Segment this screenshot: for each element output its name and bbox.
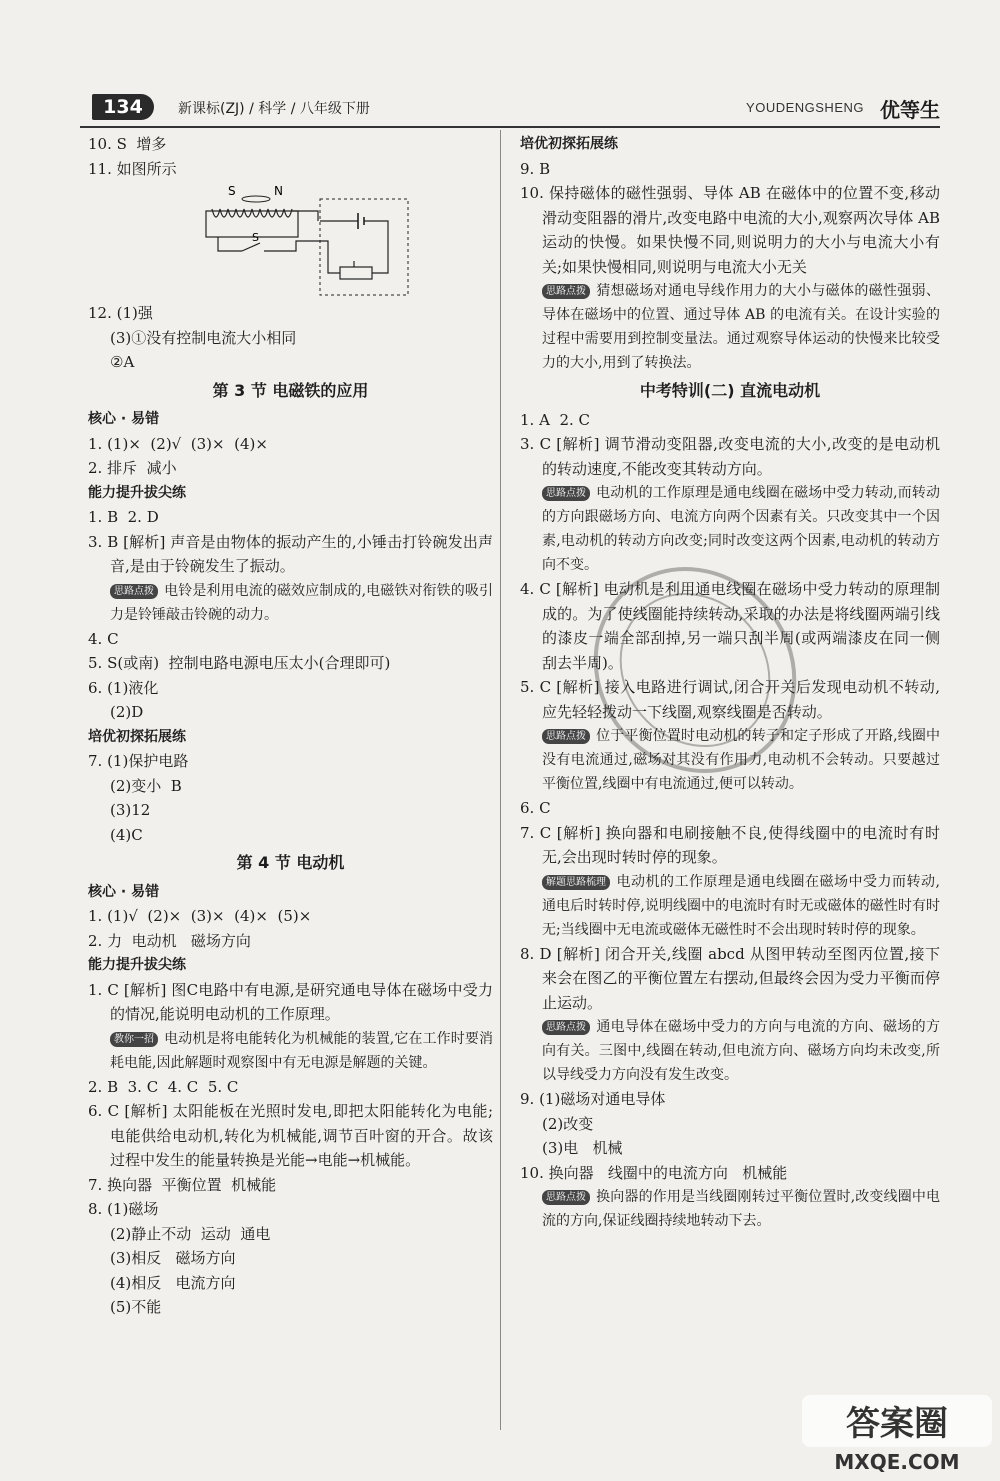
page-header bbox=[80, 92, 940, 124]
sec3-extend-heading: 培优初探拓展练 bbox=[88, 728, 186, 745]
battery-icon bbox=[358, 213, 364, 229]
sec4-ability-2: 2. B 3. C 4. C 5. C bbox=[88, 1077, 239, 1096]
tip-tag: 教你一招 bbox=[110, 1032, 158, 1047]
sec3-extend-7-2: (2)变小 B bbox=[110, 776, 182, 795]
watermark-url: MXQE.COM bbox=[834, 1450, 960, 1474]
sec4-ability-8-5: (5)不能 bbox=[110, 1298, 162, 1316]
dashed-box bbox=[320, 199, 408, 295]
r10-tip bbox=[520, 279, 940, 375]
question-6: 6. C bbox=[520, 799, 551, 817]
question-3: 3. C [解析] 调节滑动变阻器,改变电流的大小,改变的是电动机的转动速度,不能改变其转动方向。 bbox=[520, 435, 940, 478]
sec4-tip bbox=[88, 1027, 493, 1075]
sec4-ability-6: 6. C [解析] 太阳能板在光照时发电,即把太阳能转化为电能;电能供给电动机,转化为机械能,调节百叶窗的开合。故该过程中发生的能量转换是光能→电能→机械能。 bbox=[88, 1102, 493, 1169]
right-answer-10: 10. 保持磁体的磁性强弱、导体 AB 在磁体中的位置不变,移动滑动变阻器的滑片,改变电路中电流的大小,观察两次导体 AB 运动的快慢。如果快慢不同,则说明力的大小与电流大小有关;如果快慢相同,则说明与电流大小无关 bbox=[520, 184, 940, 276]
sec3-ability-5: 5. S(或南) 控制电路电源电压太小(合理即可) bbox=[88, 654, 391, 672]
sec4-ability-8-4: (4)相反 电流方向 bbox=[110, 1273, 236, 1292]
brand-chinese: 优等生 bbox=[880, 98, 940, 122]
sec3-ability-1: 1. B 2. D bbox=[88, 508, 159, 526]
tip-tag: 解题思路梳理 bbox=[542, 875, 610, 890]
label-switch: S bbox=[252, 231, 259, 244]
header-rule bbox=[80, 126, 940, 128]
left-column bbox=[88, 132, 493, 1320]
coil bbox=[212, 209, 292, 217]
tip-text: 电动机的工作原理是通电线圈在磁场中受力转动,而转动的方向跟磁场方向、电流方向两个因素有关。只改变其中一个因素,电动机的转动方向改变;同时改变这两个因素,电动机的转动方向不变。 bbox=[542, 485, 940, 573]
answer-12-1: 12. (1)强 bbox=[88, 304, 153, 322]
sec4-ability-1: 1. C [解析] 图C电路中有电源,是研究通电导体在磁场中受力的情况,能说明电动机的工作原理。 bbox=[88, 980, 493, 1023]
sec3-ability-6-2: (2)D bbox=[110, 703, 144, 721]
question-9-3: (3)电 机械 bbox=[542, 1139, 623, 1157]
switch-lever bbox=[242, 243, 260, 251]
tip-tag: 思路点拨 bbox=[542, 486, 590, 501]
answer-12-3b: ②A bbox=[110, 353, 135, 371]
circuit-svg bbox=[88, 181, 418, 301]
compass-needle-icon bbox=[242, 196, 270, 202]
section-4-title: 第 4 节 电动机 bbox=[236, 853, 345, 872]
label-s: S bbox=[228, 184, 236, 198]
tip-text: 位于平衡位置时电动机的转子和定子形成了开路,线圈中没有电流通过,磁场对其没有作用力,电动机不会转动。只要越过平衡位置,线圈中有电流通过,便可以转动。 bbox=[542, 728, 940, 792]
question-5: 5. C [解析] 接入电路进行调试,闭合开关后发现电动机不转动,应先轻轻拨动一下线圈,观察线圈是否转动。 bbox=[520, 678, 940, 721]
tip-tag: 思路点拨 bbox=[542, 1190, 590, 1205]
q8-tip bbox=[520, 1015, 940, 1087]
sec4-ability-8-1: 8. (1)磁场 bbox=[88, 1200, 159, 1218]
sec4-ability-8-3: (3)相反 磁场方向 bbox=[110, 1249, 236, 1267]
question-9-2: (2)改变 bbox=[542, 1114, 594, 1133]
label-n: N bbox=[274, 184, 283, 198]
tip-tag: 思路点拨 bbox=[542, 1020, 590, 1035]
electromagnet-circuit-diagram bbox=[88, 181, 493, 301]
answer-12-3: (3)①没有控制电流大小相同 bbox=[110, 328, 297, 347]
right-answer-9: 9. B bbox=[520, 159, 551, 178]
sec3-ability-heading: 能力提升拔尖练 bbox=[88, 484, 186, 501]
question-10: 10. 换向器 线圈中的电流方向 机械能 bbox=[520, 1163, 788, 1182]
sec4-core-1: 1. (1)√ (2)× (3)× (4)× (5)× bbox=[88, 907, 312, 925]
tip-text: 猜想磁场对通电导线作用力的大小与磁体的磁性强弱、导体在磁场中的位置、通过导体 AB 的电流有关。在设计实验的过程中需要用到控制变量法。通过观察导体运动的快慢来比较受力的大小,用到了转换法。 bbox=[542, 283, 940, 371]
tip-tag: 思路点拨 bbox=[110, 584, 158, 599]
sec3-core-1: 1. (1)× (2)√ (3)× (4)× bbox=[88, 434, 268, 453]
sec3-extend-7-4: (4)C bbox=[110, 825, 143, 844]
sec3-ability-3: 3. B [解析] 声音是由物体的振动产生的,小锤击打铃碗发出声音,是由于铃碗发生了振动。 bbox=[88, 532, 493, 575]
tip-text: 电铃是利用电流的磁效应制成的,电磁铁对衔铁的吸引力是铃锤敲击铃碗的动力。 bbox=[110, 582, 493, 623]
question-1: 1. A 2. C bbox=[520, 410, 591, 429]
tip-text: 通电导体在磁场中受力的方向与电流的方向、磁场的方向有关。三图中,线圈在转动,但电流方向、磁场方向均未改变,所以导线受力方向没有发生改变。 bbox=[542, 1019, 940, 1083]
tip-text: 电动机是将电能转化为机械能的装置,它在工作时要消耗电能,因此解题时观察图中有无电源是解题的关键。 bbox=[110, 1030, 493, 1071]
sec4-ability-heading: 能力提升拔尖练 bbox=[88, 957, 186, 973]
extend-heading: 培优初探拓展练 bbox=[520, 136, 618, 152]
page-number: 134 bbox=[92, 94, 154, 120]
sec3-extend-7-1: 7. (1)保护电路 bbox=[88, 752, 189, 770]
tip-text: 换向器的作用是当线圈刚转过平衡位置时,改变线圈中电流的方向,保证线圈持续地转动下去。 bbox=[542, 1189, 940, 1229]
sec3-core-2: 2. 排斥 减小 bbox=[88, 459, 177, 477]
special-training-title: 中考特训(二) 直流电动机 bbox=[639, 381, 821, 400]
q7-tip bbox=[520, 870, 940, 942]
sec4-ability-7: 7. 换向器 平衡位置 机械能 bbox=[88, 1175, 277, 1194]
rheostat-icon bbox=[340, 267, 372, 279]
question-4: 4. C [解析] 电动机是利用通电线圈在磁场中受力转动的原理制成的。为了使线圈能持续转动,采取的办法是将线圈两端引线的漆皮一端全部刮掉,另一端只刮半周(或两端漆皮在同一侧刮去半周)。 bbox=[520, 580, 940, 672]
question-8: 8. D [解析] 闭合开关,线圈 abcd 从图甲转动至图丙位置,接下来会在图乙的平衡位置左右摆动,但最终会因为受力平衡而停止运动。 bbox=[520, 944, 940, 1012]
tip-tag: 思路点拨 bbox=[542, 284, 590, 299]
answer-11: 11. 如图所示 bbox=[88, 159, 177, 178]
tip-text: 电动机的工作原理是通电线圈在磁场中受力而转动,通电后时转时停,说明线圈中的电流时有时无或磁体的磁性时有时无;当线圈中无电流或磁体无磁性时不会出现时转时停的现象。 bbox=[542, 873, 940, 938]
sec4-core-heading: 核心 · 易错 bbox=[88, 883, 160, 900]
sec3-tip bbox=[88, 579, 493, 627]
column-divider bbox=[500, 130, 501, 1430]
sec3-core-heading: 核心 · 易错 bbox=[88, 411, 160, 427]
answer-10: 10. S 增多 bbox=[88, 135, 167, 153]
sec3-ability-4: 4. C bbox=[88, 629, 119, 648]
sec4-ability-8-2: (2)静止不动 运动 通电 bbox=[110, 1224, 271, 1243]
q10-tip bbox=[520, 1185, 940, 1233]
tip-tag: 思路点拨 bbox=[542, 729, 590, 744]
question-9-1: 9. (1)磁场对通电导体 bbox=[520, 1090, 666, 1108]
sec4-core-2: 2. 力 电动机 磁场方向 bbox=[88, 931, 251, 950]
brand-english: YOUDENGSHENG bbox=[746, 100, 864, 115]
sec3-extend-7-3: (3)12 bbox=[110, 801, 151, 819]
question-7: 7. C [解析] 换向器和电刷接触不良,使得线圈中的电流时有时无,会出现时转时停的现象。 bbox=[520, 823, 940, 866]
watermark-logo bbox=[802, 1395, 992, 1475]
sec3-ability-6-1: 6. (1)液化 bbox=[88, 678, 159, 697]
book-info: 新课标(ZJ) / 科学 / 八年级下册 bbox=[178, 101, 370, 117]
section-3-title: 第 3 节 电磁铁的应用 bbox=[212, 380, 369, 400]
watermark-text: 答案圈 bbox=[846, 1404, 948, 1444]
